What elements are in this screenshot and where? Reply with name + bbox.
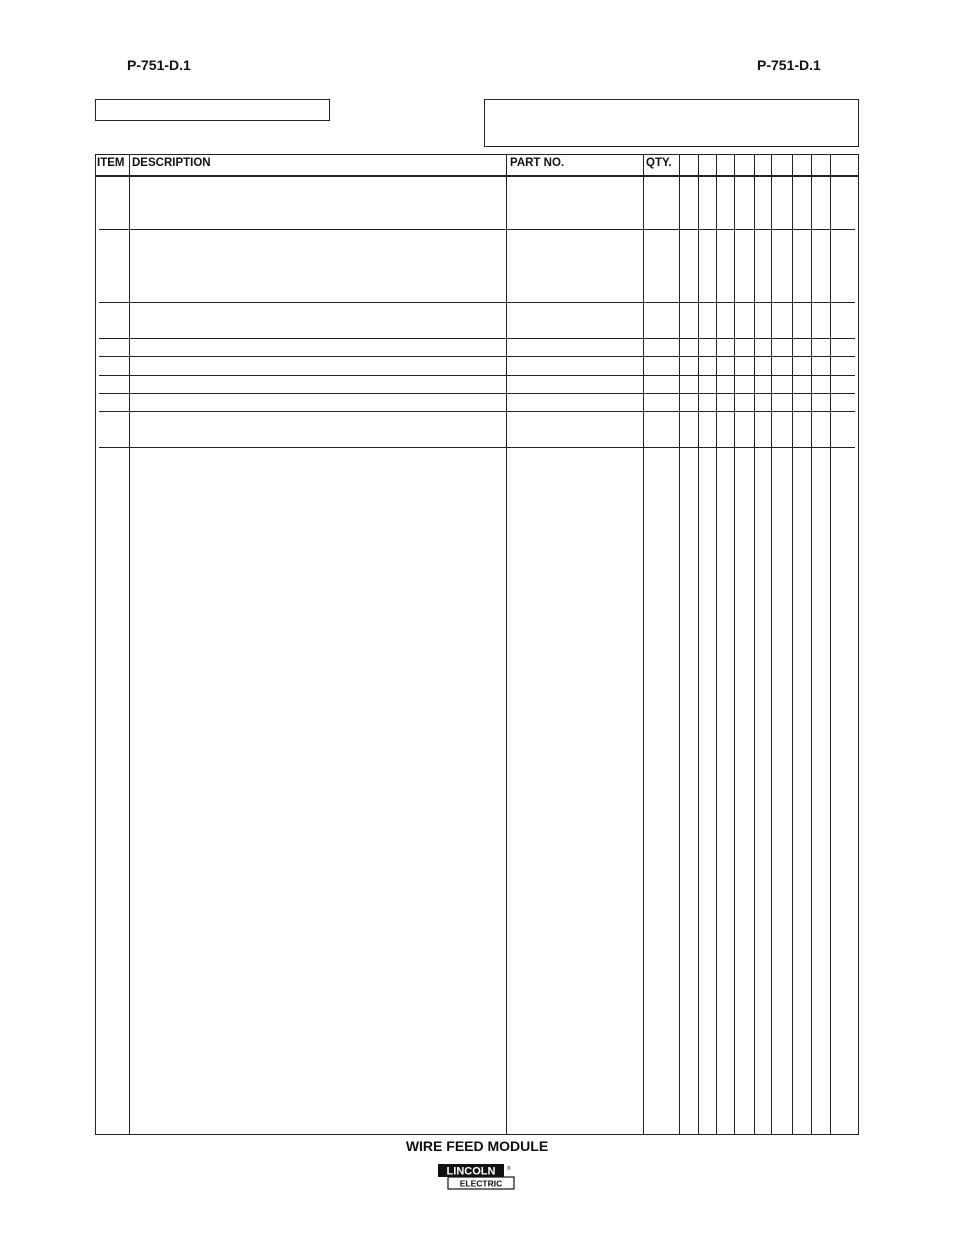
row-separator <box>99 411 855 412</box>
column-header-part-no: PART NO. <box>510 157 565 169</box>
header-rule <box>96 175 858 177</box>
lincoln-electric-logo <box>437 1163 517 1191</box>
row-separator <box>99 338 855 339</box>
page-code-left: P-751-D.1 <box>127 57 191 73</box>
footer-title: WIRE FEED MODULE <box>405 1138 549 1154</box>
column-header-item: ITEM <box>97 157 125 169</box>
title-box <box>95 99 330 121</box>
row-separator <box>99 302 855 303</box>
row-separator <box>99 229 855 230</box>
row-separator <box>99 375 855 376</box>
parts-table <box>95 154 859 1135</box>
row-separator <box>99 393 855 394</box>
svg-text:LINCOLN: LINCOLN <box>446 1165 496 1178</box>
page-code-right: P-751-D.1 <box>757 57 821 73</box>
svg-text:®: ® <box>507 1166 511 1172</box>
column-header-qty: QTY. <box>646 157 672 169</box>
notes-box <box>484 99 859 147</box>
row-separator <box>99 356 855 357</box>
column-header-description: DESCRIPTION <box>132 157 211 169</box>
row-separator <box>99 447 855 448</box>
svg-text:ELECTRIC: ELECTRIC <box>459 1178 503 1189</box>
